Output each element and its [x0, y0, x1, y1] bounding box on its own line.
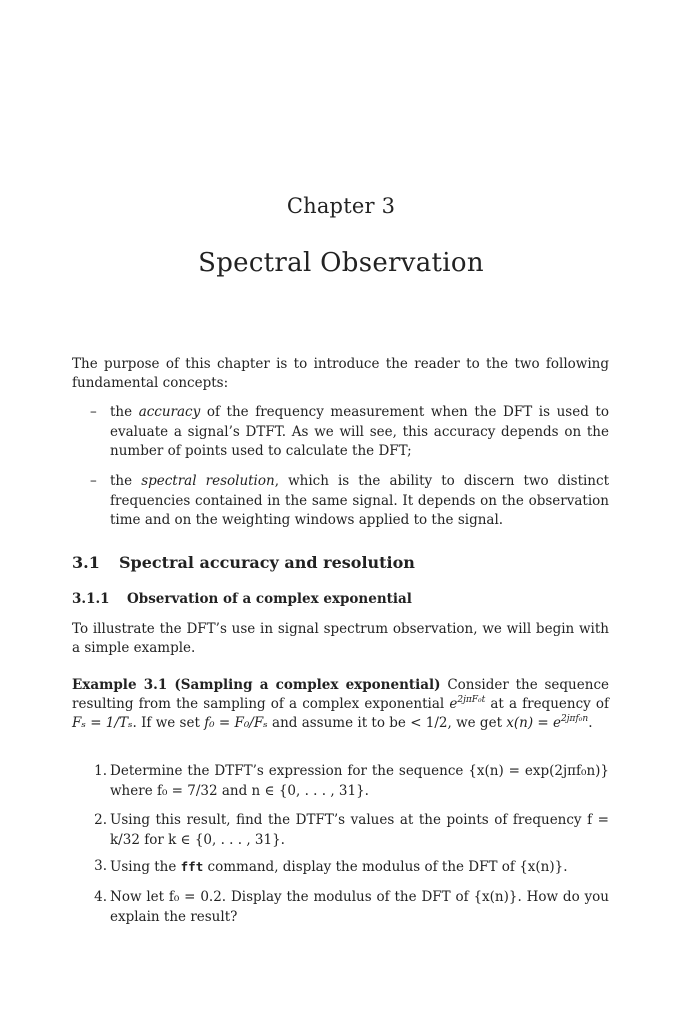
paragraph-text: To illustrate the DFT’s use in signal spectrum observation, we will begin with a simple example.	[72, 621, 609, 656]
task-text	[110, 857, 609, 878]
section-number: 3.1	[72, 553, 100, 572]
example-text	[72, 676, 609, 733]
task-number: 2.	[94, 812, 107, 828]
bullet-text	[110, 403, 609, 462]
task-item	[72, 857, 609, 878]
math-expression: $x(n) = e^{2j\pi f_0n}$	[506, 714, 589, 731]
example-line: .	[588, 715, 593, 731]
example-line: . If we set	[132, 715, 200, 731]
bullet-text-after: of the frequency measurement when the DFT is used to evaluate a signal’s DTFT. As we will see, this accuracy depends on the number of points used to calculate the DFT;	[110, 404, 609, 459]
chapter-label: Chapter 3	[286, 194, 396, 218]
example-label: Example 3.1 (Sampling a complex exponential)	[72, 677, 441, 693]
math-expression: Fₛ = 1/Tₛ	[72, 715, 133, 731]
task-text-before: Using the	[110, 859, 181, 875]
bullet-item-resolution	[72, 472, 609, 531]
task-item	[72, 811, 609, 850]
task-number: 4.	[94, 889, 107, 905]
section-title: Spectral accuracy and resolution	[119, 553, 415, 572]
intro-paragraph	[72, 355, 609, 393]
example-line: Consider the sequence resulting from the sampling of a complex exponential	[72, 677, 609, 712]
task-text: Determine the DTFT’s expression for the sequence {x(n) = exp(2jπf₀n)} where f₀ = 7/32 and n ∈ {0, . . . , 31}.	[110, 763, 609, 799]
subsection-heading	[72, 591, 609, 607]
section-heading	[72, 553, 609, 572]
task-text: Using this result, find the DTFT’s values at the points of frequency f = k/32 for k ∈ {0, . . . , 31}.	[110, 812, 609, 848]
bullet-text-before: the	[110, 473, 142, 489]
bullet-item-accuracy	[72, 403, 609, 462]
bullet-text-after: , which is the ability to discern two distinct frequencies contained in the same signal. It depends on the observation time and on the weighting windows applied to the signal.	[110, 473, 609, 528]
subsection-number: 3.1.1	[72, 591, 110, 607]
bullet-term: accuracy	[138, 404, 201, 420]
task-number: 3.	[94, 858, 107, 874]
chapter-title: Spectral Observation	[198, 248, 484, 278]
task-item	[72, 762, 609, 801]
math-expression: f₀ = F₀/Fₛ	[204, 715, 268, 731]
bullet-text-before: the	[110, 404, 139, 420]
bullet-text	[110, 472, 609, 531]
task-number: 1.	[94, 763, 107, 779]
math-expression: $e^{2j\pi F_0t}$	[449, 695, 486, 712]
example-block	[72, 676, 609, 733]
bullet-term: spectral resolution	[141, 473, 275, 489]
example-line: and assume it to be < 1/2, we get	[272, 715, 502, 731]
bullet-mark: –	[90, 473, 97, 489]
task-item	[72, 888, 609, 927]
example-line: at a frequency of	[490, 696, 610, 712]
bullet-mark: –	[90, 404, 97, 420]
task-text-after: command, display the modulus of the DFT of {x(n)}.	[203, 859, 568, 875]
code-command: fft	[180, 859, 204, 874]
intro-text: The purpose of this chapter is to introduce the reader to the two following fundamental concepts:	[72, 356, 609, 391]
subsection-title: Observation of a complex exponential	[127, 591, 412, 607]
body-paragraph	[72, 620, 609, 658]
task-text: Now let f₀ = 0.2. Display the modulus of the DFT of {x(n)}. How do you explain the result?	[110, 889, 609, 925]
